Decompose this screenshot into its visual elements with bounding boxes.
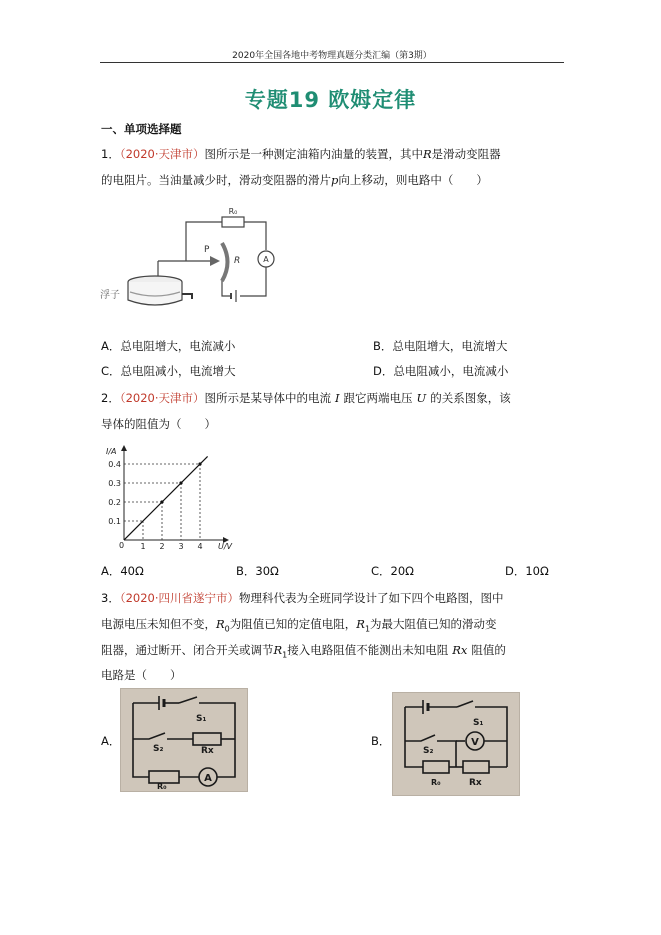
q3a-r0-label: R₀: [157, 782, 167, 791]
q1-fig-ammeter-label: A: [263, 255, 269, 264]
q3-line-1: [101, 590, 504, 606]
q3b-s2-label: S₂: [423, 746, 434, 756]
y-tick-label: 0.1: [108, 517, 121, 526]
q3a-s1-label: S₁: [196, 714, 207, 724]
q2-option-b: B．30Ω: [236, 564, 279, 578]
q3-line-3: [101, 642, 506, 663]
q2-line-1: [101, 390, 511, 406]
q3b-r0-label: R₀: [431, 778, 441, 787]
q2-source: （2020·天津市）: [119, 391, 205, 405]
q2-text-1: 图所示是某导体中的电流: [204, 391, 331, 405]
q3-text-2: 电源电压未知但不变，: [101, 617, 216, 631]
q3a-ammeter-label: A: [204, 773, 212, 784]
y-tick-label: 0.2: [108, 498, 121, 507]
q1-option-d: D．总电阻减小，电流减小: [373, 364, 509, 378]
x-tick-label: 3: [178, 542, 184, 551]
q3-option-a-label: A．: [101, 734, 121, 748]
q3-var-R1-b: R: [273, 643, 283, 657]
q3-source: （2020·四川省遂宁市）: [119, 591, 239, 605]
x-tick-label: 4: [197, 542, 203, 551]
q3-circuit-photo-b: [392, 692, 520, 796]
q2-number: 2．: [101, 391, 120, 405]
q2-line-2: 导体的阻值为（ ）: [101, 417, 216, 431]
q3-option-b-label: B．: [371, 734, 391, 748]
q1-option-b: B．总电阻增大，电流增大: [373, 339, 508, 353]
q3a-rx-label: Rx: [201, 746, 214, 756]
q2-option-c: C．20Ω: [371, 564, 414, 578]
page-title: 专题19 欧姆定律: [244, 88, 417, 112]
q1-fig-float-label: 浮子: [100, 290, 120, 301]
q3a-s2-label: S₂: [153, 744, 164, 754]
q1-var-p: p: [331, 173, 339, 187]
q2-text-1-mid: 跟它两端电压: [343, 391, 413, 405]
q1-text-1: 图所示是一种测定油箱内油量的装置，其中: [204, 147, 423, 161]
q1-fig-r-label: R: [234, 256, 241, 266]
q3-var-R0-sub: 0: [224, 624, 230, 634]
page-header: 2020年全国各地中考物理真题分类汇编（第3期）: [232, 51, 432, 61]
q2-text-1-tail: 的关系图象，该: [430, 391, 511, 405]
q3-text-3: 阻器，通过断开、闭合开关或调节: [101, 643, 274, 657]
q2-var-U: U: [416, 391, 427, 405]
iv-data-point-2: [198, 462, 201, 465]
q1-line-1: [101, 146, 501, 162]
q1-option-c: C．总电阻减小，电流增大: [101, 364, 236, 378]
q3-var-R1-sub: 1: [364, 624, 371, 634]
y-tick-label: 0.3: [108, 479, 121, 488]
y-axis-label: I/A: [106, 447, 117, 456]
q2-option-d: D．10Ω: [505, 564, 549, 578]
q3-var-R1-b-sub: 1: [282, 650, 288, 660]
oil-gauge-circuit-figure: [100, 200, 280, 315]
q3-number: 3．: [101, 591, 120, 605]
q3-circuit-photo-a: [120, 688, 248, 792]
q3-var-R0: R: [216, 617, 225, 631]
q1-text-2: 的电阻片。当油量减少时，滑动变阻器的滑片: [101, 173, 331, 187]
x-axis-label: U/V: [218, 542, 233, 551]
q3-var-R1: R: [356, 617, 365, 631]
q3-text-1: 物理科代表为全班同学设计了如下四个电路图，图中: [239, 591, 504, 605]
q2-option-a: A．40Ω: [101, 564, 144, 578]
q3-line-4: 电路是（ ）: [101, 668, 182, 682]
iv-data-point-1: [179, 481, 182, 484]
q2-var-I: I: [335, 391, 340, 405]
q3b-voltmeter-label: V: [471, 737, 479, 748]
q1-text-1-tail: 是滑动变阻器: [431, 147, 501, 161]
y-tick-label: 0.4: [108, 460, 121, 469]
q3-text-3-end: 阻值的: [471, 643, 506, 657]
header-divider: [100, 62, 564, 63]
q1-number: 1．: [101, 147, 120, 161]
q1-fig-r0-label: R₀: [228, 207, 238, 216]
q1-option-a: A．总电阻增大，电流减小: [101, 339, 236, 353]
iv-data-point-0: [160, 500, 163, 503]
q3-var-Rx: Rx: [452, 643, 468, 657]
iv-series-line: [124, 456, 208, 540]
origin-label: 0: [119, 541, 125, 550]
iv-chart: [100, 440, 240, 555]
x-tick-label: 2: [159, 542, 165, 551]
q3b-s1-label: S₁: [473, 718, 484, 728]
q1-source: （2020·天津市）: [119, 147, 205, 161]
x-tick-label: 1: [140, 542, 146, 551]
q3-line-2: [101, 616, 497, 637]
q1-var-R: R: [423, 147, 432, 161]
q1-text-2-tail: 向上移动，则电路中（ ）: [338, 173, 488, 187]
q1-line-2: [101, 172, 488, 188]
q3b-rx-label: Rx: [469, 778, 482, 788]
q3-text-2-mid: 为阻值已知的定值电阻，: [229, 617, 357, 631]
q3-text-2-tail: 为最大阻值已知的滑动变: [370, 617, 497, 631]
q1-fig-p-label: P: [204, 245, 210, 255]
section-heading: 一、单项选择题: [101, 122, 182, 136]
q3-text-3-tail: 接入电路阻值不能测出未知电阻: [287, 643, 449, 657]
